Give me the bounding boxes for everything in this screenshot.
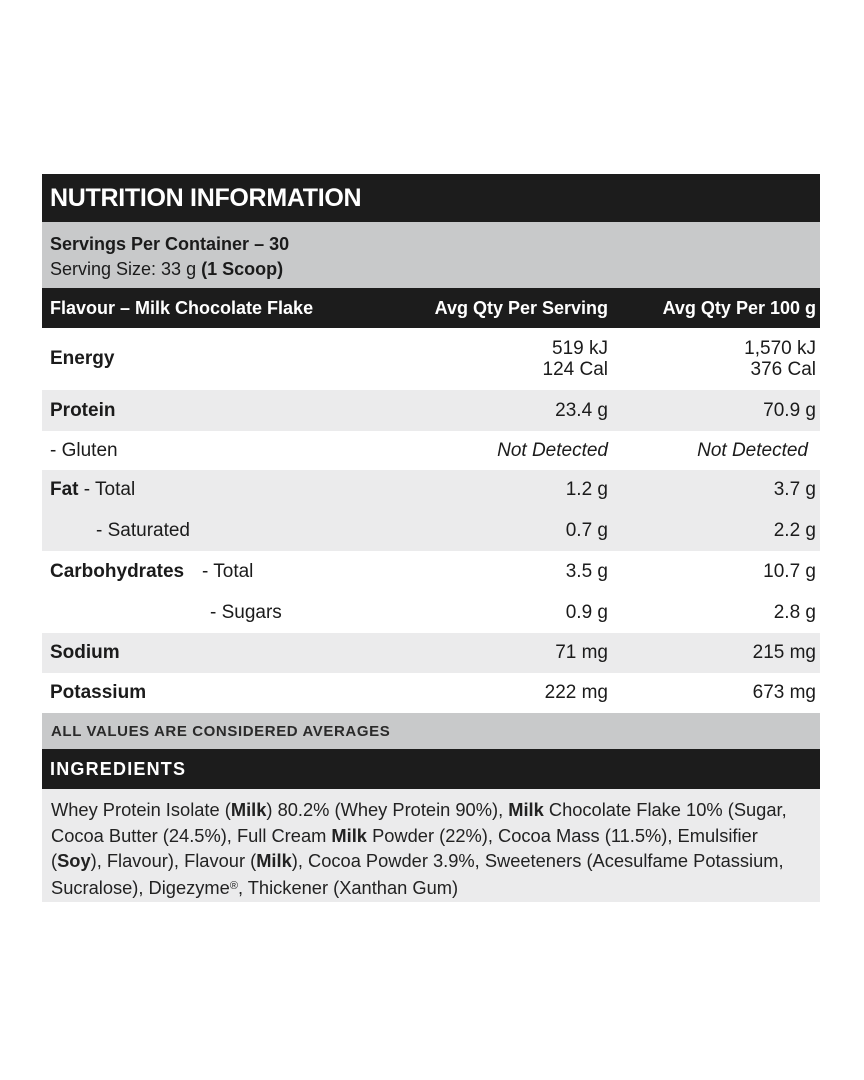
potassium-per100: 673 mg [752,682,816,703]
carbs-label-cell [42,561,406,583]
carbs-group [42,551,820,633]
row-potassium [42,673,820,713]
header-per-100g: Avg Qty Per 100 g [662,297,816,318]
saturated-per100: 2.2 g [773,519,816,541]
saturated-label-cell [42,520,406,542]
allergen-milk-3: Milk [331,824,367,846]
allergen-milk-4: Milk [256,850,292,871]
allergen-soy: Soy [57,850,91,871]
servings-per-container: Servings Per Container – 30 [50,234,290,254]
row-energy [42,328,820,390]
energy-per100 [608,338,820,380]
fat-label: Fat [50,479,79,500]
gluten-label: - Gluten [50,439,118,461]
sugars-label-cell [42,602,406,624]
fat-label-cell [42,479,406,501]
carbs-total-per100: 10.7 g [763,560,816,582]
nutrition-panel [42,174,820,902]
energy-serving-kj: 519 kJ [552,338,608,359]
saturated-serving: 0.7 g [565,519,608,541]
potassium-label: Potassium [50,682,147,703]
header-flavour: Flavour – Milk Chocolate Flake [50,297,314,318]
ing-t2: ) 80.2% (Whey Protein 90%), [266,799,509,820]
allergen-milk-1: Milk [230,799,267,820]
row-fat-total [42,470,820,510]
fat-total-sub: - Total [78,479,136,500]
sodium-per100: 215 mg [752,642,816,663]
carbs-total-serving: 3.5 g [565,560,608,582]
sodium-serving: 71 mg [555,642,608,663]
energy-per100-cal: 376 Cal [750,359,816,380]
protein-serving: 23.4 g [555,399,608,421]
sodium-label: Sodium [50,642,120,663]
gluten-serving: Not Detected [497,439,608,461]
energy-serving [406,338,608,380]
row-carbs-sugars [42,592,820,633]
ing-t1: Whey Protein Isolate ( [51,799,231,820]
ing-t6: ), Cocoa Powder 3.9%, Sweeteners (Acesulfame Potassium, Sucralose), Digezyme [51,850,784,898]
ing-t4: Powder (22%), Cocoa Mass (11.5%), Emulsifier ( [51,824,758,871]
serving-size [50,257,812,282]
sugars-per100: 2.8 g [773,601,816,623]
energy-per100-kj: 1,570 kJ [744,338,816,359]
gluten-per100: Not Detected [697,439,808,461]
sugars-label: - Sugars [210,601,282,623]
row-carbs-total [42,551,820,592]
fat-total-per100: 3.7 g [773,479,816,500]
nutrition-title: NUTRITION INFORMATION [42,174,820,222]
ingredients-text [42,789,820,902]
fat-total-serving: 1.2 g [565,479,608,500]
fat-group [42,470,820,551]
potassium-serving: 222 mg [544,682,608,703]
energy-label: Energy [50,348,115,369]
row-fat-saturated [42,510,820,551]
serving-size-text: Serving Size: 33 g [50,259,202,279]
energy-serving-cal: 124 Cal [542,359,608,380]
averages-note: ALL VALUES ARE CONSIDERED AVERAGES [42,713,820,749]
protein-label: Protein [50,399,116,421]
ing-t5: ), Flavour), Flavour ( [90,850,257,871]
ingredients-heading: INGREDIENTS [42,749,820,789]
ing-t7: , Thickener (Xanthan Gum) [237,876,459,898]
serving-size-scoop: (1 Scoop) [201,259,284,279]
header-per-serving: Avg Qty Per Serving [434,297,608,318]
table-header [42,288,820,328]
servings-info [42,222,820,288]
carbs-total-sub: - Total [202,560,254,582]
row-protein [42,390,820,431]
carbs-label: Carbohydrates [50,560,185,582]
row-sodium [42,633,820,673]
protein-per100: 70.9 g [763,399,816,421]
ing-t3: Chocolate Flake 10% (Sugar, Cocoa Butter (24.5%), Full Cream [51,799,787,846]
row-gluten [42,431,820,470]
registered-mark: ® [229,879,238,892]
allergen-milk-2: Milk [508,799,544,820]
saturated-label: - Saturated [96,519,190,541]
sugars-serving: 0.9 g [565,601,608,623]
